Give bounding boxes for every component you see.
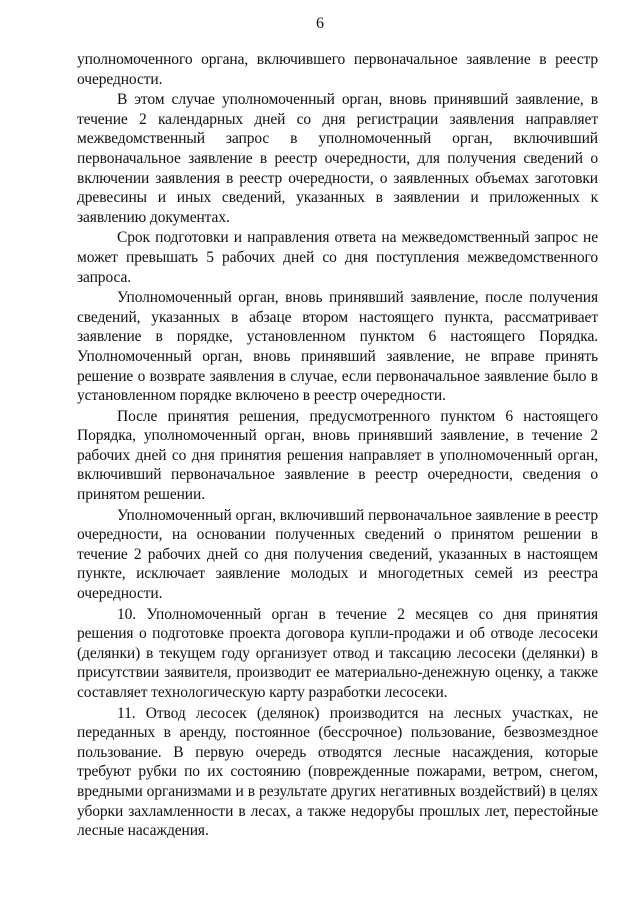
- paragraph-continuation: уполномоченного органа, включившего первоначальное заявление в реестр очередности.: [77, 51, 598, 88]
- document-body: [77, 50, 598, 841]
- paragraph-application-review: Уполномоченный орган, вновь принявший заявление, после получения сведений, указанных в абзаце втором настоящего пункта, рассматривает заявление в порядке, установленном пунктом 6 настоящего Порядка. Уполномоченный орган, вновь принявший заявление, не вправе принять решение о возврате заявления в случае, если первоначальное заявление было в установленном порядке включено в реестр очередности.: [77, 289, 598, 405]
- paragraph-item-11: 11. Отвод лесосек (делянок) производится на лесных участках, не переданных в аренду, постоянное (бессрочное) пользование, безвозмездное пользование. В первую очередь отводятся лесные насаждения, которые требуют рубки по их состоянию (поврежденные пожарами, ветром, снегом, вредными организмами и в результате других негативных воздействий) в целях уборки захламленности в лесах, а также недорубы прошлых лет, перестойные лесные насаждения.: [77, 704, 598, 840]
- paragraph-interagency-request: В этом случае уполномоченный орган, вновь принявший заявление, в течение 2 календарных дней со дня регистрации заявления направляет межведомственный запрос в уполномоченный орган, включивший первоначальное заявление в реестр очередности, для получения сведений о включении заявления в реестр очередности, о заявленных объемах заготовки древесины и иных сведений, указанных в заявлении и приложенных к заявлению документах.: [77, 91, 598, 226]
- paragraph-decision-notice: После принятия решения, предусмотренного пунктом 6 настоящего Порядка, уполномоченный орган, вновь принявший заявление, в течение 2 рабочих дней со дня принятия решения направляет в уполномоченный орган, включивший первоначальное заявление в реестр очередности, сведения о принятом решении.: [77, 407, 598, 504]
- paragraph-response-deadline: Срок подготовки и направления ответа на межведомственный запрос не может превышать 5 рабочих дней со дня поступления межведомственного запроса.: [77, 229, 598, 286]
- paragraph-queue-exclusion: Уполномоченный орган, включивший первоначальное заявление в реестр очередности, на основании полученных сведений о принятом решении в течение 2 рабочих дней со дня получения сведений, указанных в настоящем пункте, исключает заявление молодых и многодетных семей из реестра очередности.: [77, 506, 598, 603]
- paragraph-item-10: 10. Уполномоченный орган в течение 2 месяцев со дня принятия решения о подготовке проекта договора купли-продажи и об отводе лесосеки (делянки) в текущем году организует отвод и таксацию лесосеки (делянки) в присутствии заявителя, производит ее материально-денежную оценку, а также составляет технологическую карту разработки лесосеки.: [77, 605, 598, 701]
- page-number: 6: [316, 15, 324, 32]
